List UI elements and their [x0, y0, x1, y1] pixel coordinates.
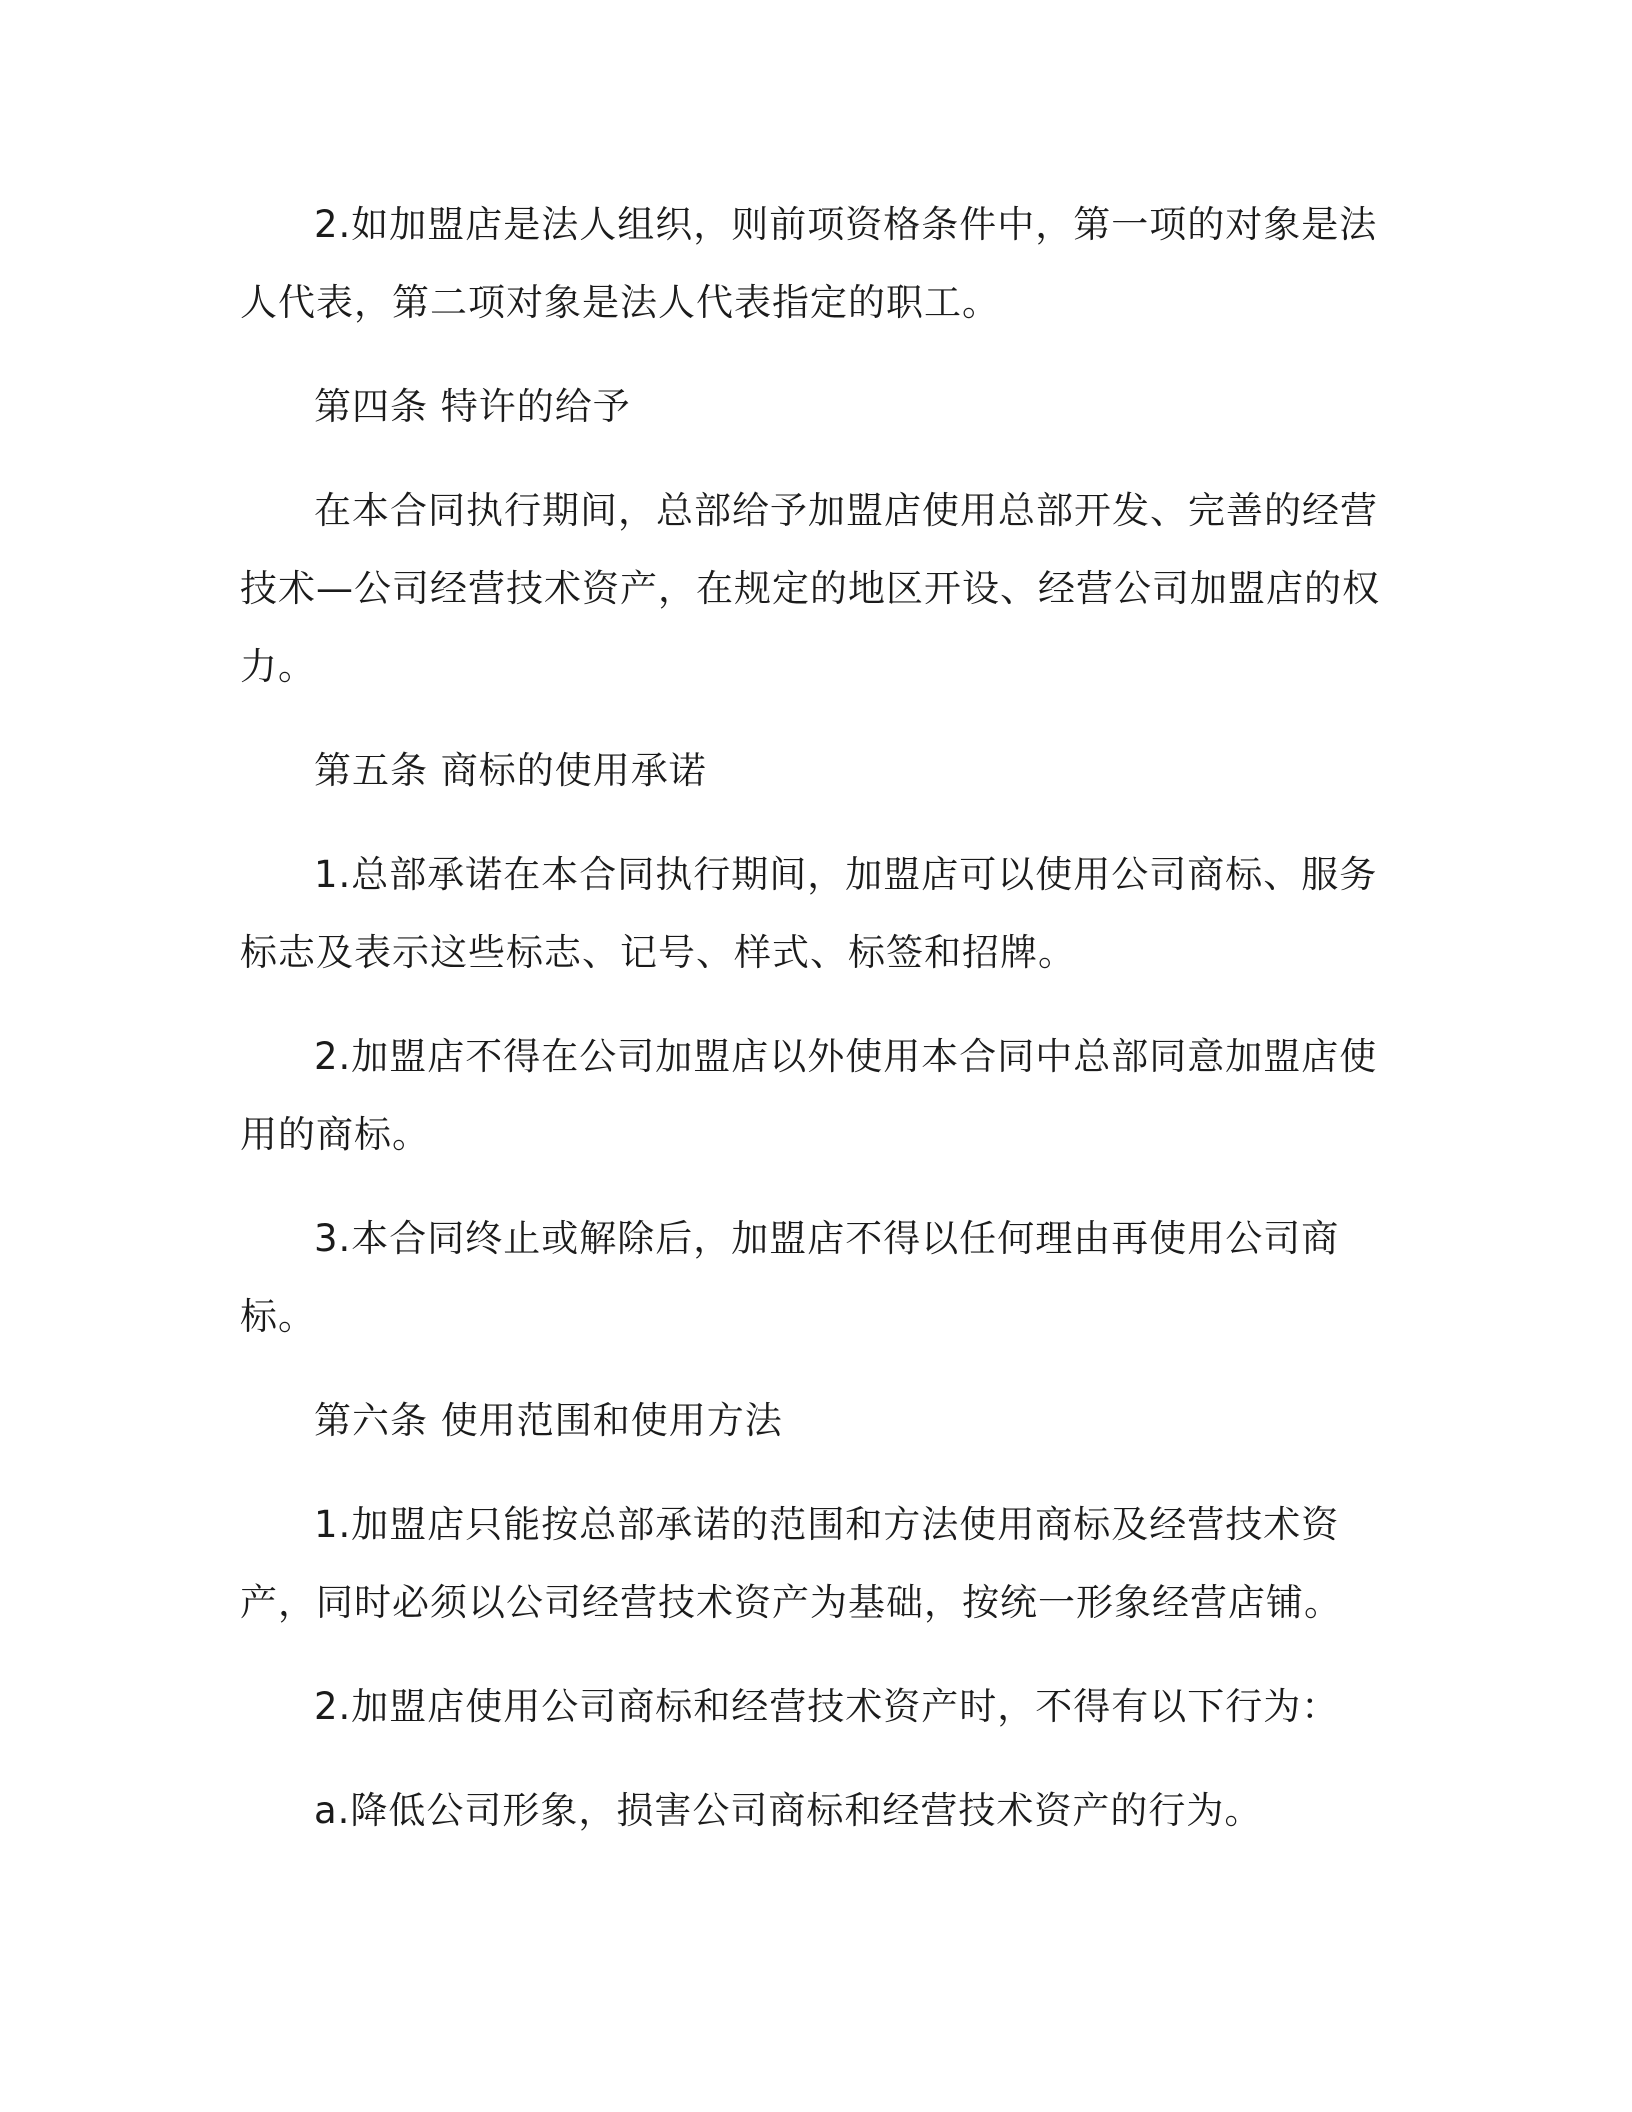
article-6-item-2a: a.降低公司形象，损害公司商标和经营技术资产的行为。	[314, 1789, 1263, 1832]
article-4-heading: 第四条 特许的给予	[314, 385, 631, 428]
paragraph-2-qualification: 2.如加盟店是法人组织，则前项资格条件中，第一项的对象是法人代表，第二项对象是法人代表指定的职工。	[240, 203, 1378, 324]
article-6-heading: 第六条 使用范围和使用方法	[314, 1399, 783, 1442]
article-6-item-2: 2.加盟店使用公司商标和经营技术资产时，不得有以下行为：	[314, 1685, 1340, 1728]
article-5-item-2: 2.加盟店不得在公司加盟店以外使用本合同中总部同意加盟店使用的商标。	[240, 1035, 1378, 1156]
article-5-heading: 第五条 商标的使用承诺	[314, 749, 707, 792]
article-5-item-3: 3.本合同终止或解除后，加盟店不得以任何理由再使用公司商标。	[240, 1217, 1340, 1338]
document-body	[240, 186, 1380, 1850]
article-4-paragraph: 在本合同执行期间，总部给予加盟店使用总部开发、完善的经营技术—公司经营技术资产，在规定的地区开设、经营公司加盟店的权力。	[240, 489, 1380, 688]
article-6-item-1: 1.加盟店只能按总部承诺的范围和方法使用商标及经营技术资产，同时必须以公司经营技术资产为基础，按统一形象经营店铺。	[240, 1503, 1342, 1624]
article-5-item-1: 1.总部承诺在本合同执行期间，加盟店可以使用公司商标、服务标志及表示这些标志、记号、样式、标签和招牌。	[240, 853, 1378, 974]
